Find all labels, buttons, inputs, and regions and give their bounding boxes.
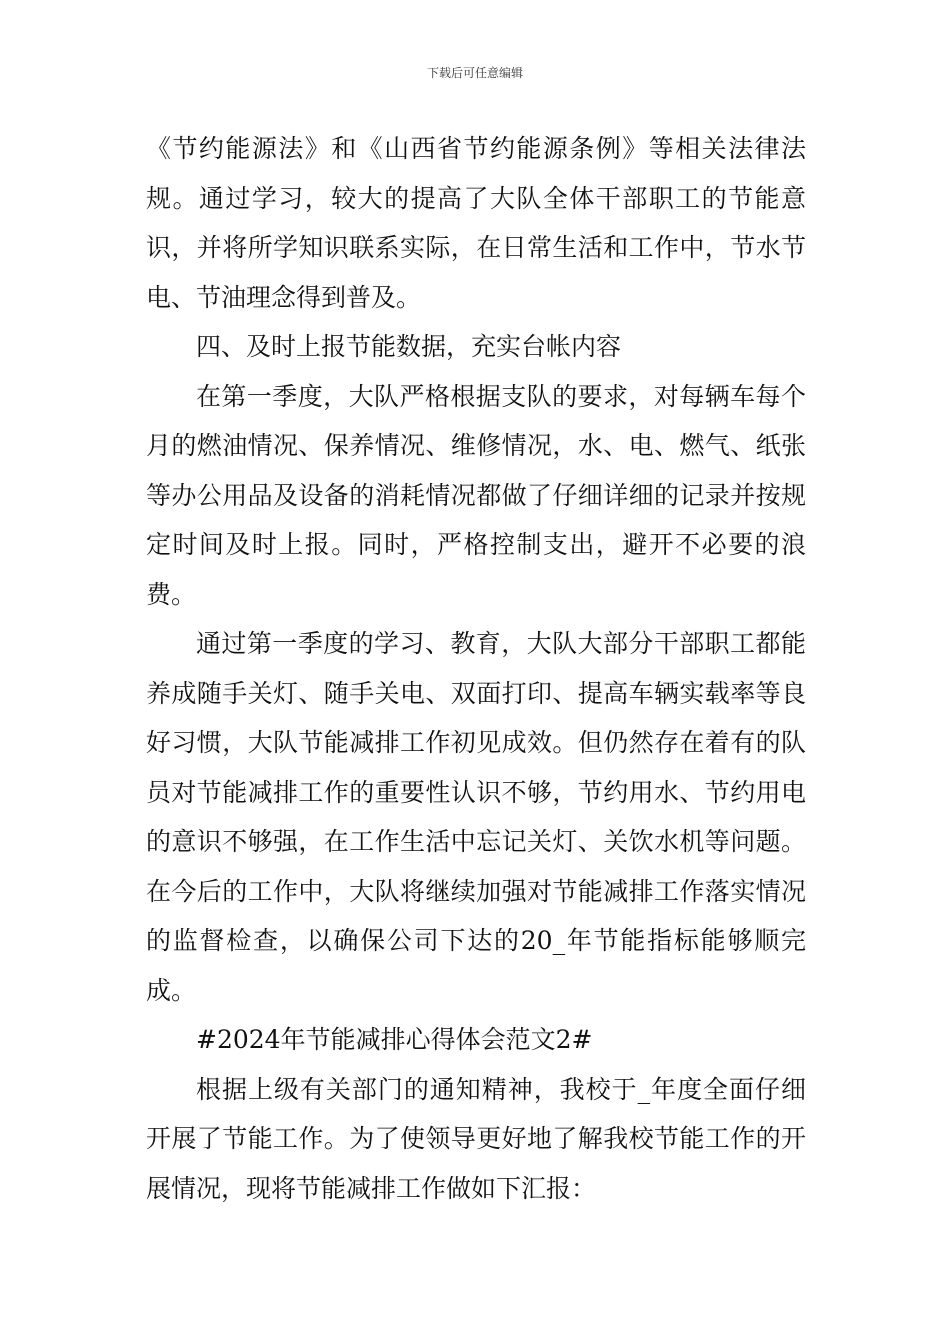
paragraph-first-quarter: 在第一季度，大队严格根据支队的要求，对每辆车每个月的燃油情况、保养情况、维修情况，水、电、燃气、纸张等办公用品及设备的消耗情况都做了仔细详细的记录并按规定时间及时上报。同时，严格控制支出，避开不必要的浪费。 (146, 381, 806, 609)
paragraph-law-study: 《节约能源法》和《山西省节约能源条例》等相关法律法规。通过学习，较大的提高了大队全体干部职工的节能意识，并将所学知识联系实际，在日常生活和工作中，节水节电、节油理念得到普及。 (146, 134, 806, 312)
document-body (146, 124, 806, 1213)
paragraph-results: 通过第一季度的学习、教育，大队大部分干部职工都能养成随手关灯、随手关电、双面打印、提高车辆实载率等良好习惯，大队节能减排工作初见成效。但仍然存在着有的队员对节能减排工作的重要性认识不够，节约用水、节约用电的意识不够强，在工作生活中忘记关灯、关饮水机等问题。在今后的工作中，大队将继续加强对节能减排工作落实情况的监督检查，以确保公司下达的20_年节能指标能够顺完成。 (146, 629, 806, 1005)
paragraph-school-report: 根据上级有关部门的通知精神，我校于_年度全面仔细开展了节能工作。为了使领导更好地了解我校节能工作的开展情况，现将节能减排工作做如下汇报： (146, 1074, 806, 1203)
article-title-2: #2024年节能减排心得体会范文2# (196, 1025, 593, 1054)
section-heading-data-report: 四、及时上报节能数据，充实台帐内容 (196, 332, 622, 361)
page-header: 下载后可任意编辑 (426, 66, 523, 80)
